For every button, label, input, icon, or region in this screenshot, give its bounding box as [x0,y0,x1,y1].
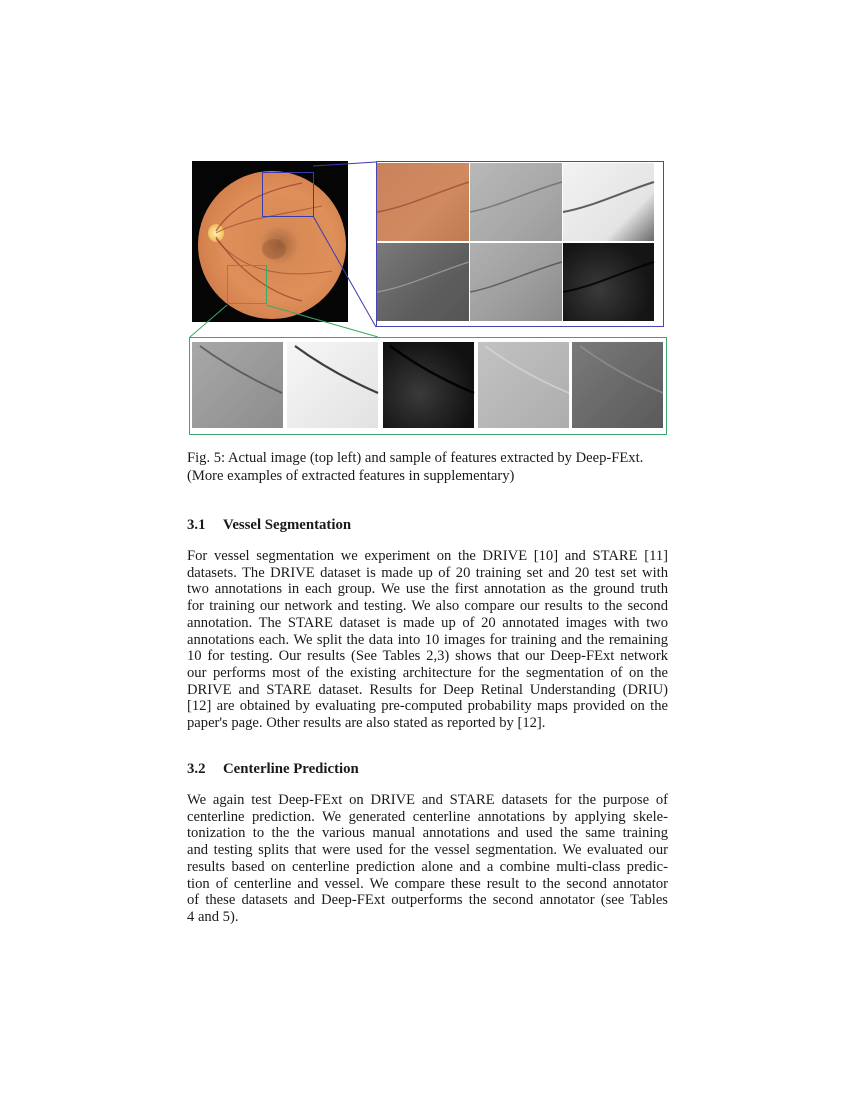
bottom-vessel-overlay [190,338,666,434]
text-line: We again test Deep-FExt on DRIVE and STARE datasets for the purpose of [187,792,668,808]
text-line: of these datasets and Deep-FExt outperforms the second annotator (see Tables [187,892,668,909]
top-feature-panel [376,161,664,327]
text-line: For vessel segmentation we experiment on the DRIVE [10] and STARE [11] [187,548,668,564]
text-line: annotation. The STARE dataset is made up of 20 annotated images with two [187,614,668,631]
text-line: our performs most of the existing architecture for the segmentation of on the [187,664,668,681]
paragraph-vessel-segmentation [187,548,668,732]
bottom-feature-panel [189,337,667,435]
section-title: Centerline Prediction [223,761,359,777]
section-number: 3.1 [187,517,206,533]
section-heading-centerline-prediction [187,761,359,778]
text-line: results based on centerline prediction alone and a combine multi-class predic- [187,858,668,875]
paragraph-centerline-prediction [187,792,668,926]
text-line: datasets. The DRIVE dataset is made up of 20 training set and 20 test set with [187,564,668,581]
text-line: centerline prediction. We generated centerline annotations by applying skele- [187,808,668,825]
text-line: two annotations in each group. We use the first annotation as the ground truth [187,581,668,598]
section-title: Vessel Segmentation [223,517,352,533]
text-line: paper's page. Other results are also stated as reported by [12]. [187,715,546,732]
section-heading-vessel-segmentation [187,517,351,534]
text-line: 10 for testing. Our results (See Tables 2,3) shows that our Deep-FExt network [187,648,668,665]
text-line: [12] are obtained by evaluating pre-computed probability maps provided on the [187,698,668,715]
caption-line: Fig. 5: Actual image (top left) and sample of features extracted by Deep-FExt. [187,450,644,466]
caption-line: (More examples of extracted features in supplementary) [187,468,515,484]
section-number: 3.2 [187,761,206,777]
text-line: and testing splits that were used for the vessel segmentation. We evaluated our [187,842,668,859]
text-line: tonization to the the various manual annotations and used the same training [187,825,668,842]
text-line: annotations each. We split the data into 10 images for training and the remaining [187,631,668,648]
text-line: DRIVE and STARE dataset. Results for Deep Retinal Understanding (DRIU) [187,681,668,698]
text-line: for training our network and testing. We also compare our results to the second [187,598,668,615]
figure-caption [187,449,667,485]
text-line: 4 and 5). [187,908,239,925]
tile-vessel-overlay [377,162,663,326]
text-line: tion of centerline and vessel. We compare these result to the second annotator [187,875,668,892]
